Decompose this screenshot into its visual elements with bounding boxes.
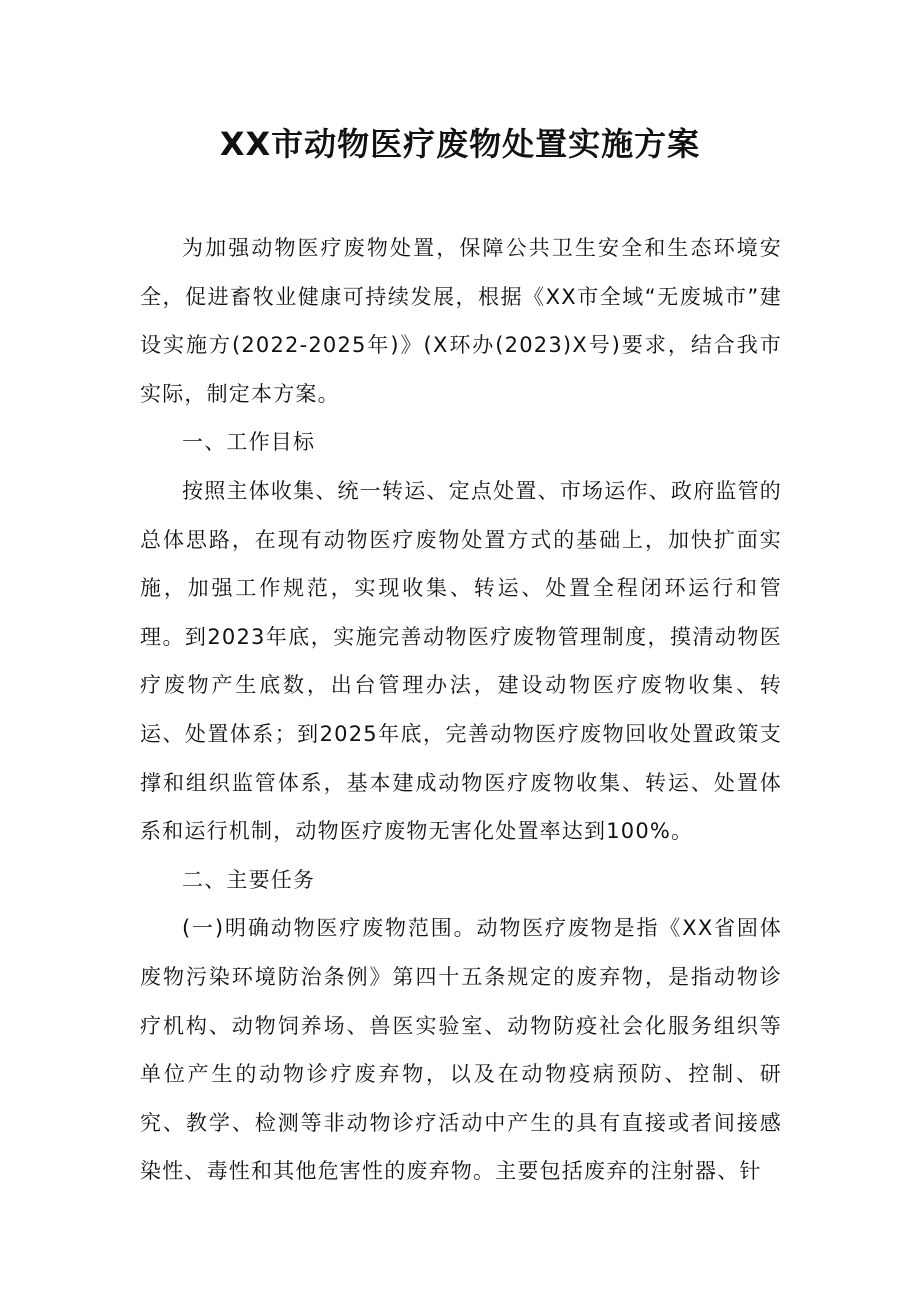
section-heading-goals: 一、工作目标 xyxy=(182,430,316,455)
tasks-paragraph: (一)明确动物医疗废物范围。动物医疗废物是指《XX省固体废物污染环境防治条例》第四十五条规定的废弃物，是指动物诊疗机构、动物饲养场、兽医实验室、动物防疫社会化服务组织等单位产生的动物诊疗废弃物，以及在动物疫病预防、控制、研究、教学、检测等非动物诊疗活动中产生的具有直接或者间接感染性、毒性和其他危害性的废弃物。主要包括废弃的注射器、针 xyxy=(140,916,782,1184)
document-body xyxy=(140,224,782,1196)
goals-paragraph: 按照主体收集、统一转运、定点处置、市场运作、政府监管的总体思路，在现有动物医疗废物处置方式的基础上，加快扩面实施，加强工作规范，实现收集、转运、处置全程闭环运行和管理。到2023年底，实施完善动物医疗废物管理制度，摸清动物医疗废物产生底数，出台管理办法，建设动物医疗废物收集、转运、处置体系；到2025年底，完善动物医疗废物回收处置政策支撑和组织监管体系，基本建成动物医疗废物收集、转运、处置体系和运行机制，动物医疗废物无害化处置率达到100%。 xyxy=(140,478,782,844)
section-heading-tasks: 二、主要任务 xyxy=(182,867,316,892)
document-title: XX市动物医疗废物处置实施方案 xyxy=(219,125,701,163)
intro-paragraph: 为加强动物医疗废物处置，保障公共卫生安全和生态环境安全，促进畜牧业健康可持续发展，根据《XX市全域“无废城市”建设实施方(2022-2025年)》(X环办(2023)X号)要求，结合我市实际，制定本方案。 xyxy=(140,236,782,406)
